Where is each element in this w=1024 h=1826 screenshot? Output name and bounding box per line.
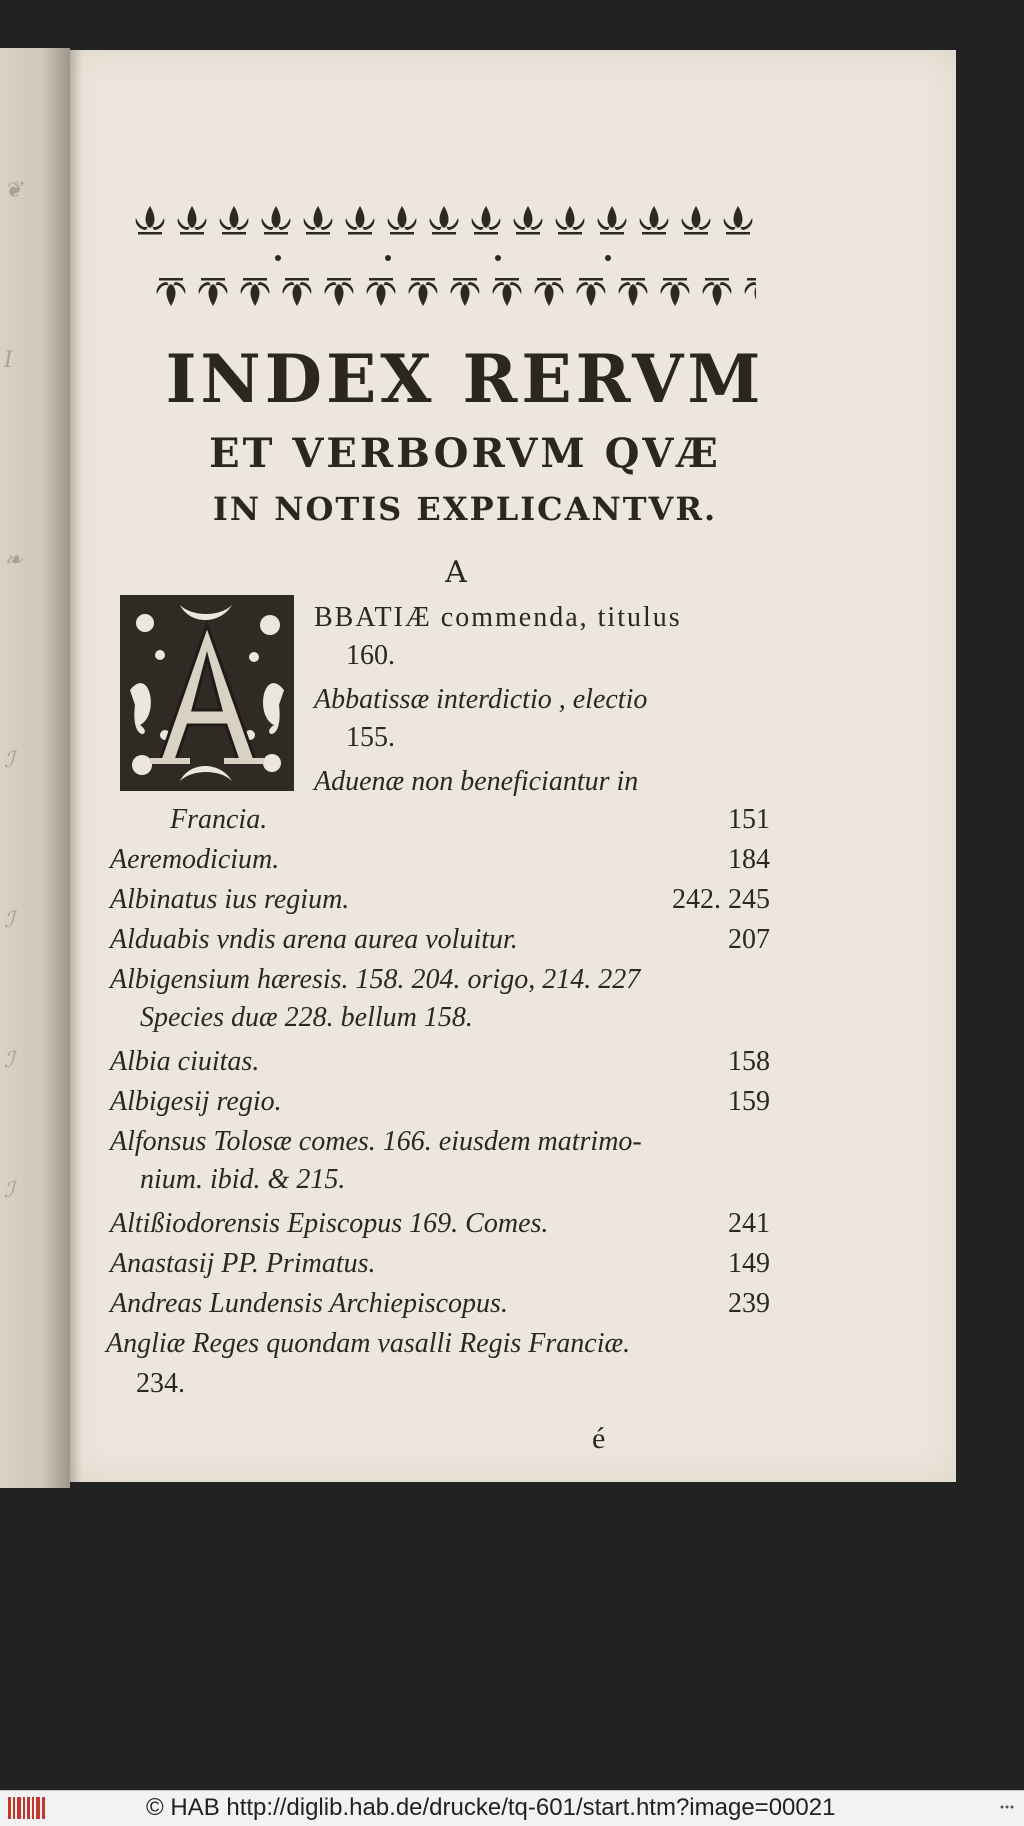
index-page-ref: 241	[728, 1208, 770, 1239]
index-page-ref: 184	[728, 844, 770, 875]
book-page	[70, 50, 956, 1482]
index-entry-text: Albigensium hæresis. 158. 204. origo, 214. 227	[110, 964, 641, 995]
viewer-footer	[0, 1790, 1024, 1826]
index-title-line-2: ET VERBORVM QVÆ	[209, 430, 721, 477]
index-entry-continuation: 155.	[346, 722, 395, 753]
hab-barcode-logo-icon	[8, 1797, 46, 1819]
index-page-ref: 149	[728, 1248, 770, 1279]
index-entry-text: Alfonsus Tolosæ comes. 166. eiusdem matrimo-	[110, 1126, 642, 1157]
index-entry-text: Aduenæ non beneficiantur in	[314, 766, 639, 797]
index-page-ref: 207	[728, 924, 770, 955]
index-page-ref: 242. 245	[672, 884, 770, 915]
index-entry-text: Albigesij regio.	[110, 1086, 282, 1117]
index-entry-text: Anastasij PP. Primatus.	[110, 1248, 376, 1279]
index-entry-text: Alduabis vndis arena aurea voluitur.	[110, 924, 518, 955]
dots-icon	[1000, 1803, 1014, 1811]
index-title-line-1: INDEX RERVM	[165, 340, 765, 418]
index-entry-text: Aeremodicium.	[110, 844, 280, 875]
index-entry-continuation: Species duæ 228. bellum 158.	[140, 1002, 473, 1033]
previous-page-edge: ❦ I ❧ ℐ ℐ ℐ ℐ	[0, 48, 70, 1488]
index-entry-text: Angliæ Reges quondam vasalli Regis Franciæ.	[106, 1328, 631, 1359]
index-entry-text: Andreas Lundensis Archiepiscopus.	[110, 1288, 508, 1319]
index-title-line-3: IN NOTIS EXPLICANTVR.	[212, 490, 718, 528]
index-entry-text: Albia ciuitas.	[110, 1046, 260, 1077]
index-entry-continuation: 160.	[346, 640, 395, 671]
index-entry-text: BBATIÆ commenda, titulus	[314, 602, 682, 633]
index-entry-continuation: Francia.	[170, 804, 268, 835]
index-page-ref: 239	[728, 1288, 770, 1319]
index-page-ref: 151	[728, 804, 770, 835]
index-entry-text: Abbatissæ interdictio , electio	[314, 684, 648, 715]
index-entry-continuation: nium. ibid. & 215.	[140, 1164, 346, 1195]
index-entry-continuation: 234.	[136, 1368, 185, 1399]
source-url-text: © HAB http://diglib.hab.de/drucke/tq-601/start.htm?image=00021	[146, 1794, 836, 1821]
index-page-ref: 159	[728, 1086, 770, 1117]
index-entry-text: Altißiodorensis Episcopus 169. Comes.	[110, 1208, 549, 1239]
index-entries	[70, 50, 956, 1482]
catchword: é	[592, 1422, 606, 1455]
index-entry-text: Albinatus ius regium.	[110, 884, 350, 915]
section-letter: A	[445, 555, 467, 590]
index-page-ref: 158	[728, 1046, 770, 1077]
